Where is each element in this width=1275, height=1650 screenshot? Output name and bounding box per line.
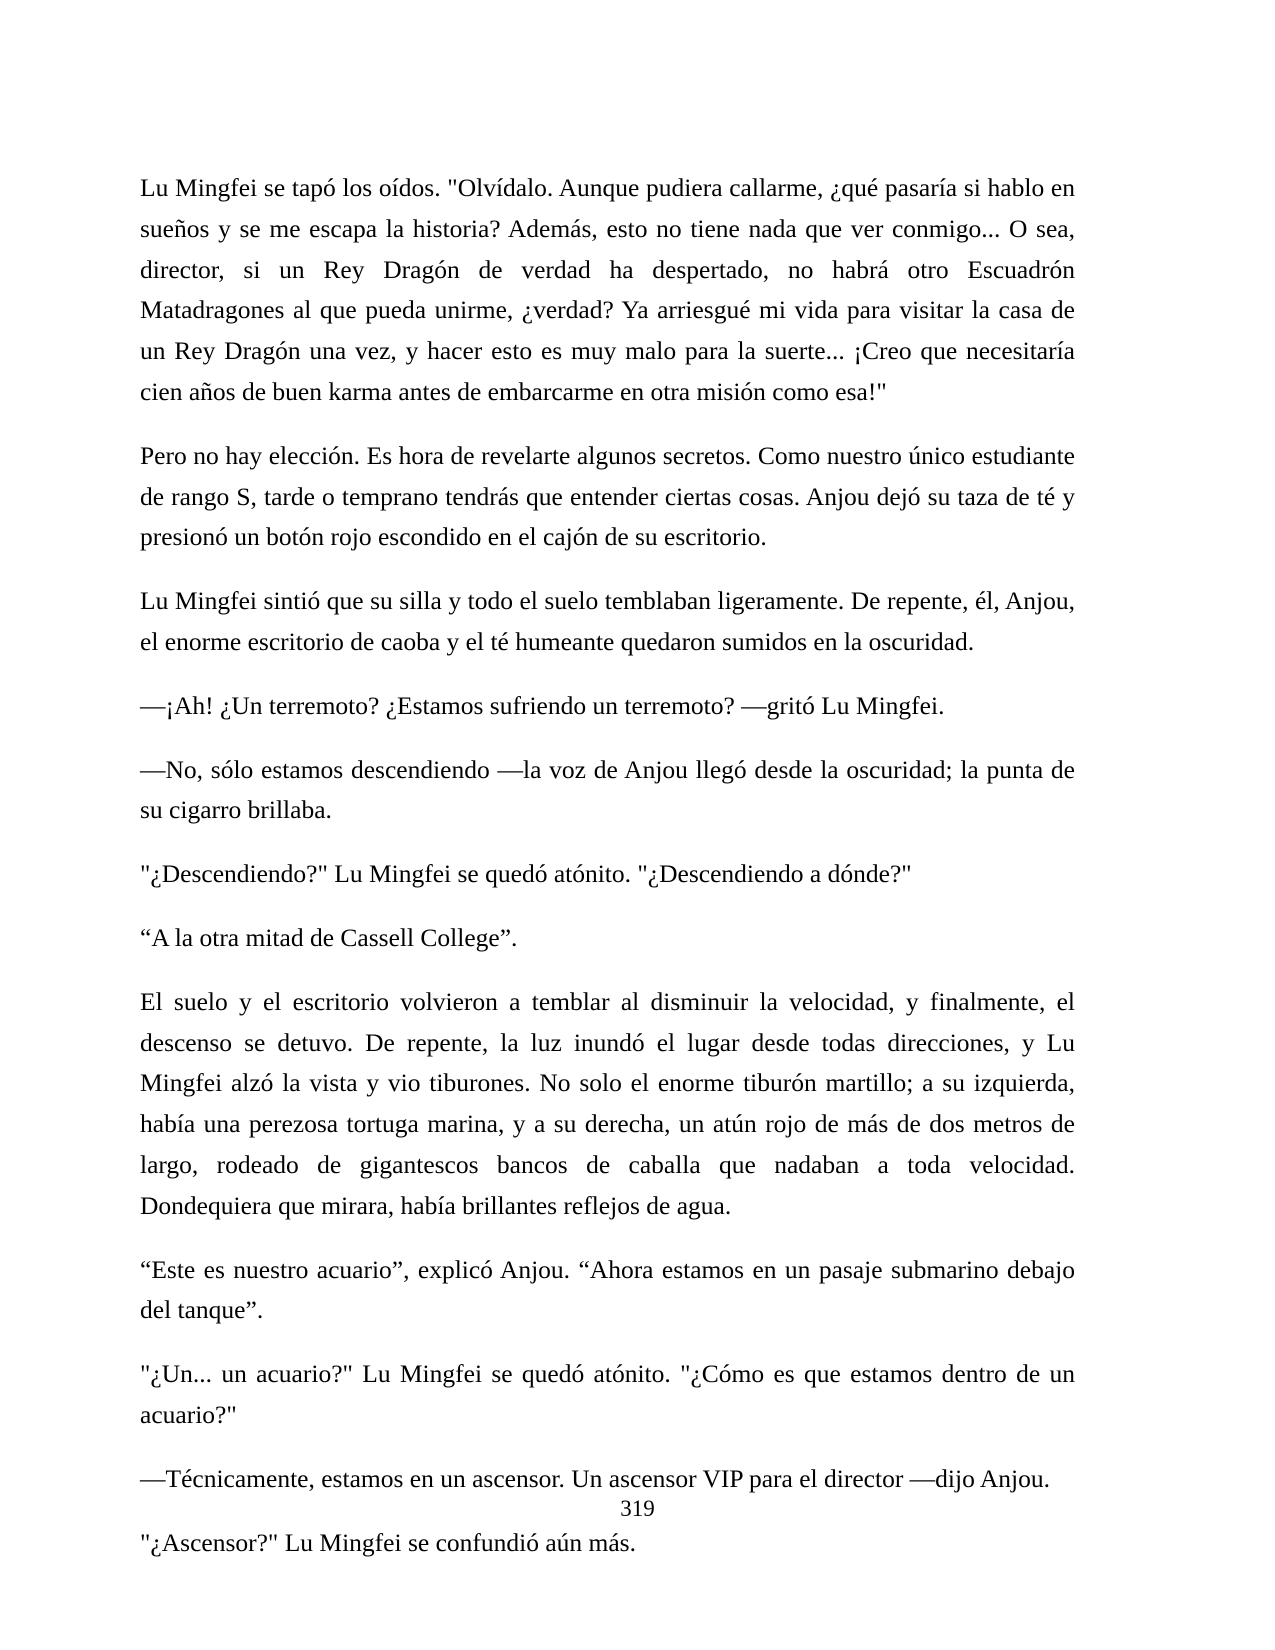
paragraph: Pero no hay elección. Es hora de revelarte algunos secretos. Como nuestro único estudiante de rango S, tarde o temprano tendrás que entender ciertas cosas. Anjou dejó su taza de té y presionó un botón rojo escondido en el cajón de su escritorio. <box>140 440 1075 552</box>
paragraph: —Técnicamente, estamos en un ascensor. Un ascensor VIP para el director —dijo Anjou. <box>140 1463 1050 1493</box>
paragraph: Lu Mingfei sintió que su silla y todo el suelo temblaban ligeramente. De repente, él, Anjou, el enorme escritorio de caoba y el té humeante quedaron sumidos en la oscuridad. <box>140 586 1075 656</box>
paragraph: "¿Ascensor?" Lu Mingfei se confundió aún más. <box>140 1527 636 1557</box>
paragraph: —No, sólo estamos descendiendo —la voz de Anjou llegó desde la oscuridad; la punta de su cigarro brillaba. <box>140 754 1075 825</box>
paragraph: El suelo y el escritorio volvieron a temblar al disminuir la velocidad, y finalmente, el descenso se detuvo. De repente, la luz inundó el lugar desde todas direcciones, y Lu Mingfei alzó la vista y vio tiburones. No solo el enorme tiburón martillo; a su izquierda, había una perezosa tortuga marina, y a su derecha, un atún rojo de más de dos metros de largo, rodeado de gigantescos bancos de caballa que nadaban a toda velocidad. Dondequiera que mirara, había brillantes reflejos de agua. <box>140 986 1075 1220</box>
paragraph: “Este es nuestro acuario”, explicó Anjou. “Ahora estamos en un pasaje submarino debajo del tanque”. <box>140 1254 1075 1325</box>
page-body-text <box>140 168 1075 1563</box>
page-number: 319 <box>620 1496 655 1521</box>
paragraph: —¡Ah! ¿Un terremoto? ¿Estamos sufriendo un terremoto? —gritó Lu Mingfei. <box>140 690 945 720</box>
paragraph: Lu Mingfei se tapó los oídos. "Olvídalo. Aunque pudiera callarme, ¿qué pasaría si hablo en sueños y se me escapa la historia? Además, esto no tiene nada que ver conmigo... O sea, director, si un Rey Dragón de verdad ha despertado, no habrá otro Escuadrón Matadragones al que pueda unirme, ¿verdad? Ya arriesgué mi vida para visitar la casa de un Rey Dragón una vez, y hacer esto es muy malo para la suerte... ¡Creo que necesitaría cien años de buen karma antes de embarcarme en otra misión como esa!" <box>140 173 1075 406</box>
paragraph: “A la otra mitad de Cassell College”. <box>140 922 518 952</box>
paragraph: "¿Un... un acuario?" Lu Mingfei se quedó atónito. "¿Cómo es que estamos dentro de un acuario?" <box>140 1359 1075 1429</box>
paragraph: "¿Descendiendo?" Lu Mingfei se quedó atónito. "¿Descendiendo a dónde?" <box>140 859 912 889</box>
